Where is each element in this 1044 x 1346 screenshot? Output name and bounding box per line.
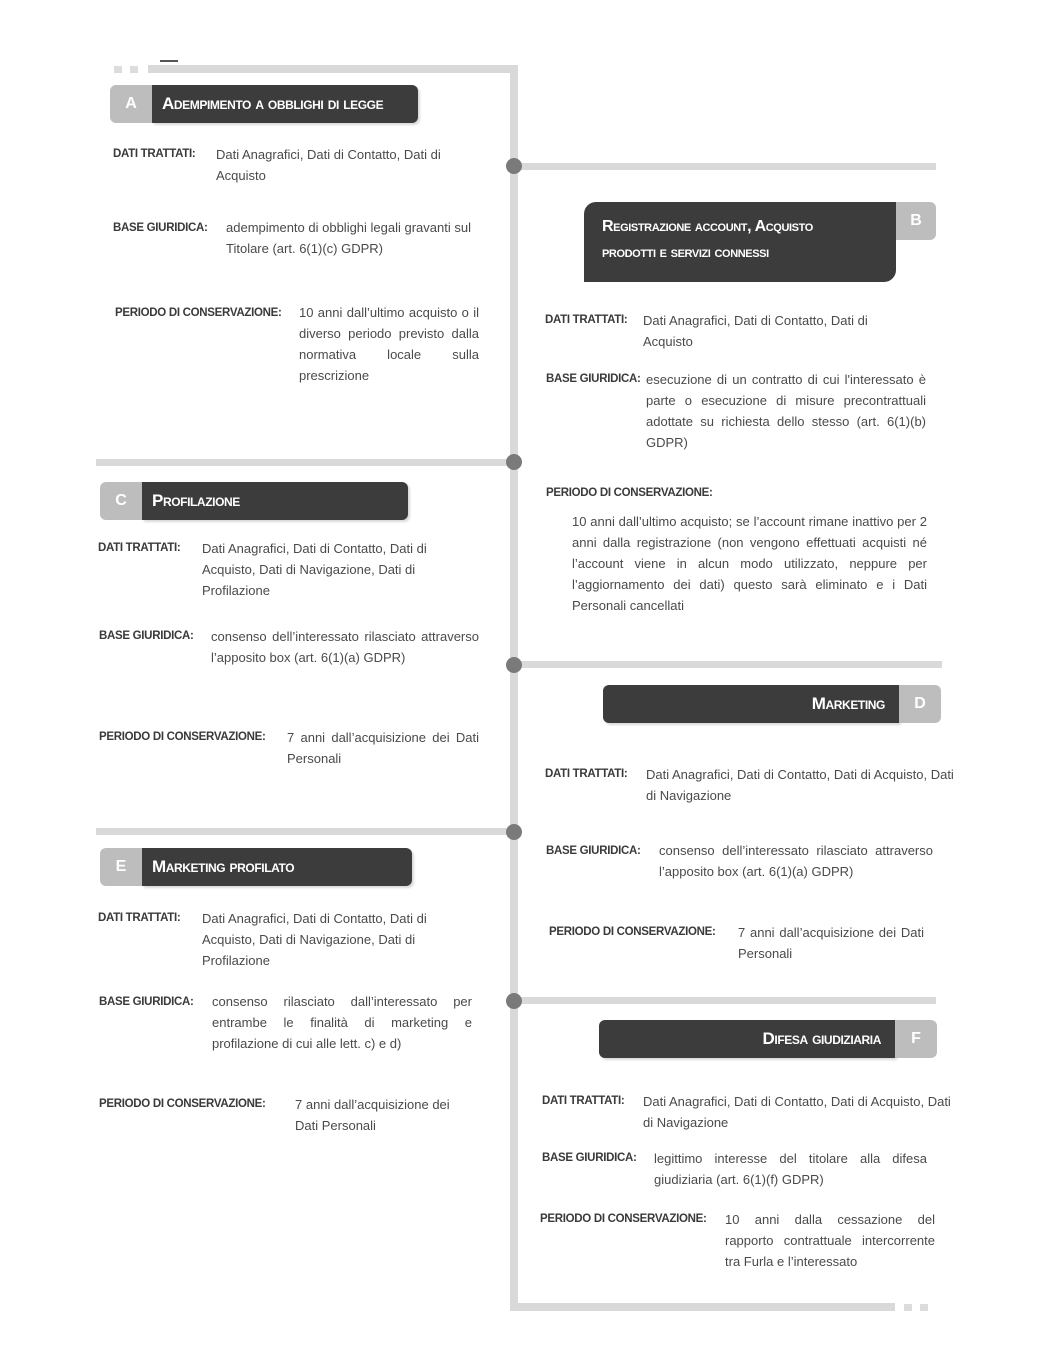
field-label: DATI TRATTATI: — [98, 912, 181, 924]
field-label: DATI TRATTATI: — [542, 1095, 625, 1107]
field-label: BASE GIURIDICA: — [546, 373, 641, 385]
field-value: Dati Anagrafici, Dati di Contatto, Dati di Acquisto — [216, 147, 441, 183]
timeline-branch-e — [96, 828, 514, 835]
field-value: Dati Anagrafici, Dati di Contatto, Dati di Acquisto, Dati di Navigazione, Dati di Profilazione — [202, 911, 427, 968]
timeline-node — [506, 993, 522, 1009]
timeline-node — [506, 454, 522, 470]
field-label: PERIODO DI CONSERVAZIONE: — [546, 487, 713, 499]
section-letter: E — [100, 848, 142, 886]
field-value: consenso dell’interessato rilasciato attraverso l’apposito box (art. 6(1)(a) GDPR) — [211, 629, 479, 665]
field-label: BASE GIURIDICA: — [99, 630, 194, 642]
field-value: adempimento di obblighi legali gravanti sul Titolare (art. 6(1)(c) GDPR) — [226, 220, 471, 256]
section-header — [100, 482, 408, 520]
section-title: Marketing — [603, 685, 899, 723]
timeline-dot-decoration — [904, 1304, 912, 1311]
timeline-branch-d — [514, 661, 942, 668]
timeline-branch-c — [96, 459, 514, 466]
timeline-node — [506, 824, 522, 840]
timeline-node — [506, 158, 522, 174]
field-label: BASE GIURIDICA: — [546, 845, 641, 857]
timeline-branch-f — [514, 997, 936, 1004]
field-label: DATI TRATTATI: — [98, 542, 181, 554]
field-label: PERIODO DI CONSERVAZIONE: — [99, 1098, 266, 1110]
field-value: Dati Anagrafici, Dati di Contatto, Dati di Acquisto — [643, 313, 868, 349]
section-header — [584, 202, 936, 282]
field-label: PERIODO DI CONSERVAZIONE: — [115, 307, 282, 319]
field-value: legittimo interesse del titolare alla difesa giudiziaria (art. 6(1)(f) GDPR) — [654, 1151, 927, 1187]
timeline-node — [506, 657, 522, 673]
field-label: DATI TRATTATI: — [545, 314, 628, 326]
field-label: PERIODO DI CONSERVAZIONE: — [540, 1213, 707, 1225]
field-value: 10 anni dalla cessazione del rapporto contrattuale intercorrente tra Furla e l’interessato — [725, 1212, 935, 1269]
field-label: BASE GIURIDICA: — [542, 1152, 637, 1164]
field-label: PERIODO DI CONSERVAZIONE: — [99, 731, 266, 743]
section-letter: A — [110, 85, 152, 123]
field-label: BASE GIURIDICA: — [113, 222, 208, 234]
field-label: DATI TRATTATI: — [545, 768, 628, 780]
field-value: Dati Anagrafici, Dati di Contatto, Dati di Acquisto, Dati di Navigazione, Dati di Profilazione — [202, 541, 427, 598]
field-value: consenso rilasciato dall’interessato per entrambe le finalità di marketing e profilazione di cui alle lett. c) e d) — [212, 994, 472, 1051]
field-value: Dati Anagrafici, Dati di Contatto, Dati di Acquisto, Dati di Navigazione — [643, 1094, 951, 1130]
section-letter: B — [896, 202, 936, 240]
section-header — [603, 685, 941, 723]
field-value: 10 anni dall’ultimo acquisto o il diverso periodo previsto dalla normativa locale sulla prescrizione — [299, 305, 479, 383]
section-title-line: Registrazione account, Acquisto — [602, 218, 813, 235]
timeline-branch-b — [514, 163, 936, 170]
field-value: 10 anni dall’ultimo acquisto; se l’account rimane inattivo per 2 anni dalla registrazione (non vengono effettuati acquisti né l’account viene in alcun modo utilizzato, neppure per l’aggiornamento dei dati) questo sarà eliminato e i Dati Personali cancellati — [572, 514, 927, 613]
section-title: Adempimento a obblighi di legge — [152, 85, 418, 123]
field-label: DATI TRATTATI: — [113, 148, 196, 160]
section-letter: F — [895, 1020, 937, 1058]
field-value: 7 anni dall’acquisizione dei Dati Personali — [295, 1097, 450, 1133]
timeline-dot-decoration — [920, 1304, 928, 1311]
field-value: 7 anni dall’acquisizione dei Dati Personali — [287, 730, 479, 766]
top-dash-decoration — [160, 60, 178, 62]
section-title: Marketing profilato — [142, 848, 412, 886]
field-value: Dati Anagrafici, Dati di Contatto, Dati di Acquisto, Dati di Navigazione — [646, 767, 954, 803]
section-title-line: prodotti e servizi connessi — [602, 244, 769, 261]
field-value: consenso dell’interessato rilasciato attraverso l’apposito box (art. 6(1)(a) GDPR) — [659, 843, 933, 879]
timeline-top-track — [148, 65, 518, 73]
section-title: Difesa giudiziaria — [599, 1020, 895, 1058]
field-value: esecuzione di un contratto di cui l'interessato è parte o esecuzione di misure precontrattuali adottate su richiesta dello stesso (art. 6(1)(b) GDPR) — [646, 372, 926, 450]
section-title — [584, 202, 896, 282]
section-header — [110, 85, 418, 123]
field-label: BASE GIURIDICA: — [99, 996, 194, 1008]
section-letter: C — [100, 482, 142, 520]
field-label: PERIODO DI CONSERVAZIONE: — [549, 926, 716, 938]
timeline-dot-decoration — [130, 66, 138, 73]
section-header — [599, 1020, 937, 1058]
timeline-bottom-track — [510, 1303, 895, 1311]
field-value: 7 anni dall’acquisizione dei Dati Personali — [738, 925, 924, 961]
section-title: Profilazione — [142, 482, 408, 520]
timeline-dot-decoration — [114, 66, 122, 73]
section-header — [100, 848, 412, 886]
timeline-vertical-track — [510, 65, 518, 1311]
section-letter: D — [899, 685, 941, 723]
